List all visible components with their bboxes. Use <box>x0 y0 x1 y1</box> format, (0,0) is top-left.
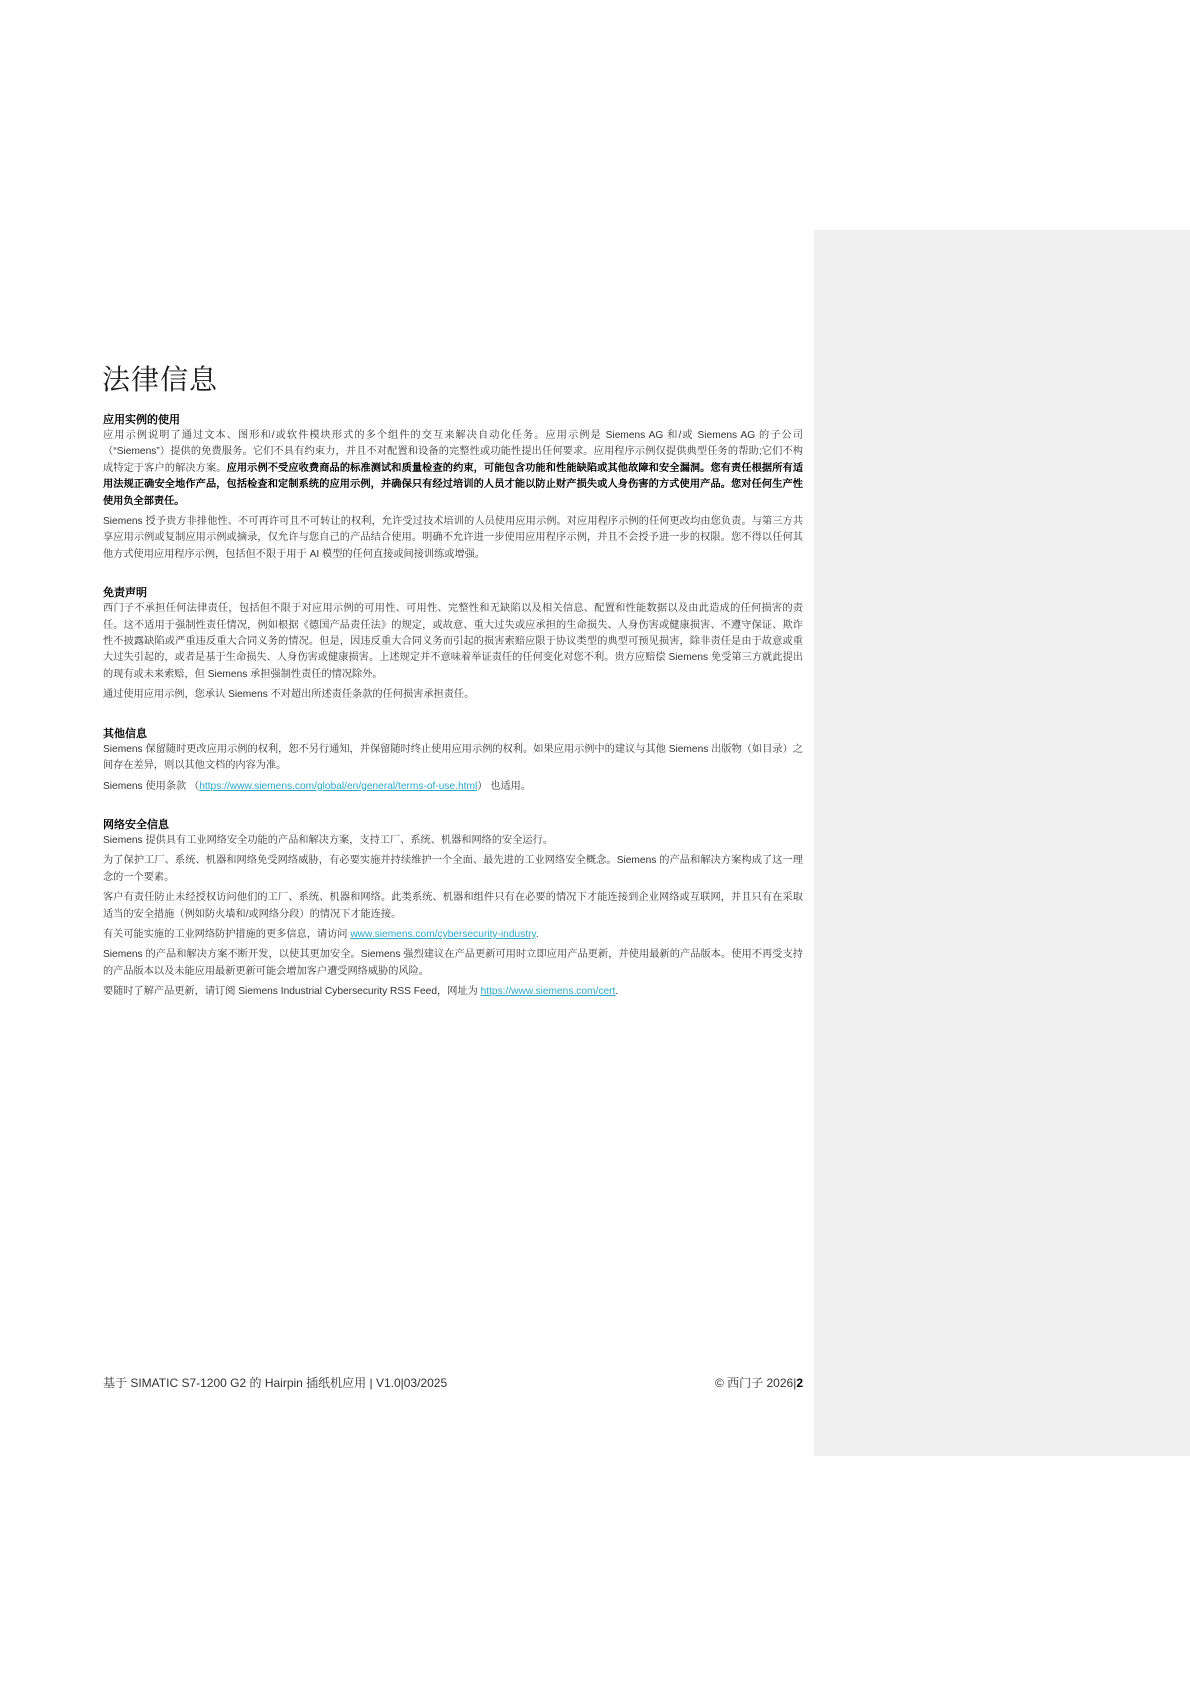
paragraph-text: 应用示例说明了通过文本、图形和/或软件模块形式的多个组件的交互来解决自动化任务。应用示例是 Siemens AG 和/或 Siemens AG 的子公司（“Siemens”）提供的免费服务。它们不具有约束力，并且不对配置和设备的完整性或功能性提出任何要求。应用程序示例仅提供典型任务的帮助;它们不构成特定于客户的解决方案。 <box>103 430 803 474</box>
document-body <box>103 412 803 1023</box>
paragraph <box>103 927 803 943</box>
page-number: 2 <box>796 1376 803 1390</box>
section-heading: 其他信息 <box>103 727 147 740</box>
footer-doc-title: 基于 SIMATIC S7-1200 G2 的 Hairpin 插纸机应用 | V1.0|03/2025 <box>103 1376 448 1390</box>
paragraph: Siemens 的产品和解决方案不断开发，以使其更加安全。Siemens 强烈建议在产品更新可用时立即应用产品更新，并使用最新的产品版本。使用不再受支持的产品版本以及未能应用最新更新可能会增加客户遭受网络威胁的风险。 <box>103 949 803 977</box>
paragraph: 西门子不承担任何法律责任，包括但不限于对应用示例的可用性、可用性、完整性和无缺陷以及相关信息、配置和性能数据以及由此造成的任何损害的责任。这不适用于强制性责任情况，例如根据《德国产品责任法》的规定，或故意、重大过失或应承担的生命损失、人身伤害或健康损害、不遵守保证、欺诈性不披露缺陷或严重违反重大合同义务的情况。但是，因违反重大合同义务而引起的损害索赔应限于协议类型的典型可预见损害，除非责任是由于故意或重大过失引起的，或者是基于生命损失、人身伤害或健康损害。上述规定并不意味着举证责任的任何变化对您不利。贵方应赔偿 Siemens 免受第三方就此提出的现有或未来索赔，但 Siemens 承担强制性责任的情况除外。 <box>103 603 803 680</box>
siemens-cert-link[interactable]: https://www.siemens.com/cert <box>480 986 616 998</box>
section-heading: 免责声明 <box>103 587 147 600</box>
paragraph-text: . <box>615 986 619 998</box>
section-usage <box>103 412 803 563</box>
side-panel <box>814 230 1190 1456</box>
paragraph: Siemens 保留随时更改应用示例的权利，恕不另行通知，并保留随时终止使用应用示例的权利。如果应用示例中的建议与其他 Siemens 出版物（如目录）之间存在差异，则以其他文档的内容为准。 <box>103 743 803 772</box>
page-title: 法律信息 <box>102 364 219 395</box>
paragraph-text: 有关可能实施的工业网络防护措施的更多信息，请访问 <box>103 928 351 940</box>
terms-of-use-link[interactable]: https://www.siemens.com/global/en/general/terms-of-use.html <box>199 780 478 792</box>
paragraph-text: . <box>535 928 539 940</box>
section-disclaimer <box>103 585 803 703</box>
paragraph-text: 要随时了解产品更新，请订阅 Siemens Industrial Cybersecurity RSS Feed，网址为 <box>103 986 481 998</box>
paragraph-text: Siemens 使用条款 （ <box>103 780 200 792</box>
paragraph: 客户有责任防止未经授权访问他们的工厂、系统、机器和网络。此类系统、机器和组件只有在必要的情况下才能连接到企业网络或互联网，并且只有在采取适当的安全措施（例如防火墙和/或网络分段）的情况下才能连接。 <box>103 892 803 920</box>
section-heading: 网络安全信息 <box>103 818 169 831</box>
paragraph <box>103 428 803 510</box>
section-other-info <box>103 726 803 795</box>
paragraph <box>103 984 803 1000</box>
paragraph-text: ） 也适用。 <box>477 780 532 792</box>
footer-copyright: © 西门子 2026| <box>714 1376 797 1390</box>
footer-copyright-block <box>715 1374 803 1391</box>
paragraph: Siemens 提供具有工业网络安全功能的产品和解决方案，支持工厂、系统、机器和网络的安全运行。 <box>103 834 553 846</box>
paragraph: 为了保护工厂、系统、机器和网络免受网络威胁，有必要实施并持续维护一个全面、最先进的工业网络安全概念。Siemens 的产品和解决方案构成了这一理念的一个要素。 <box>103 855 803 883</box>
page-footer <box>103 1374 803 1391</box>
section-heading: 应用实例的使用 <box>103 414 180 426</box>
section-cybersecurity <box>103 817 803 1001</box>
paragraph <box>103 779 803 795</box>
bold-warning-text: 应用示例不受应收费商品的标准测试和质量检查的约束，可能包含功能和性能缺陷或其他故障和安全漏洞。您有责任根据所有适用法规正确安全地作产品，包括检查和定制系统的应用示例，并确保只有经过培训的人员才能以防止财产损失或人身伤害的方式使用产品。您对任何生产性使用负全部责任。 <box>103 462 804 507</box>
paragraph: 通过使用应用示例，您承认 Siemens 不对超出所述责任条款的任何损害承担责任。 <box>103 689 475 701</box>
cybersecurity-industry-link[interactable]: www.siemens.com/cybersecurity-industry <box>350 928 536 940</box>
paragraph: Siemens 授予贵方非排他性、不可再许可且不可转让的权利，允许受过技术培训的人员使用应用示例。对应用程序示例的任何更改均由您负责。与第三方共享应用示例或复制应用示例或摘录，仅允许与您自己的产品结合使用。明确不允许进一步使用应用程序示例，并且不会授予进一步的权限。您不得以任何其他方式使用应用程序示例，包括但不限于用于 AI 模型的任何直接或间接训练或增强。 <box>103 516 803 560</box>
